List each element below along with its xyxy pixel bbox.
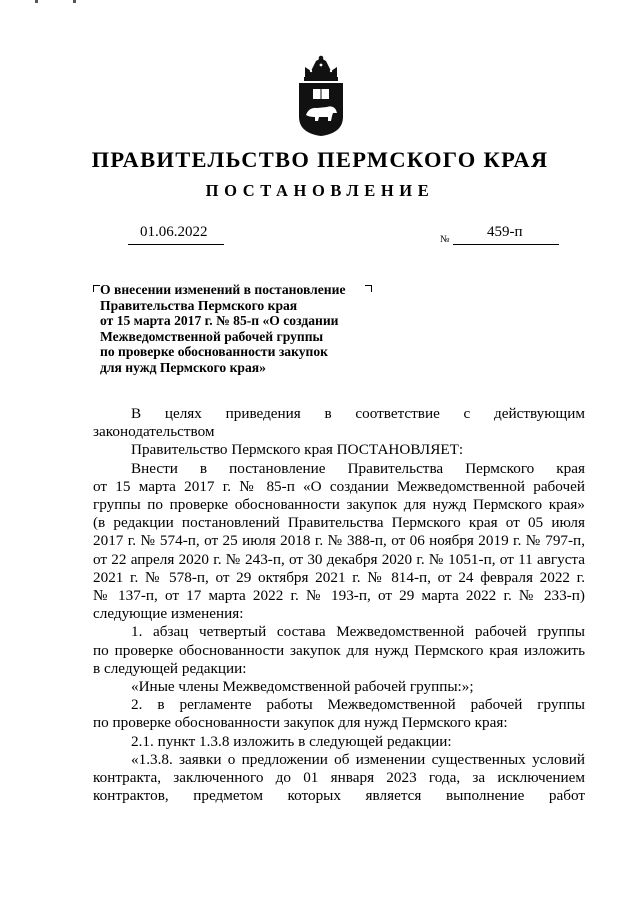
perm-krai-coat-of-arms-icon: [295, 55, 347, 137]
body-line: 2017 г. № 574-п, от 25 июля 2018 г. № 388-п, от 06 ноября 2019 г. № 797-п,: [93, 532, 585, 550]
document-number: 459-п: [487, 224, 523, 240]
body-line: от 15 марта 2017 г. № 85-п «О создании Межведомственной рабочей: [93, 477, 585, 495]
body-line: следующие изменения:: [93, 605, 244, 623]
body-line: 2.1. пункт 1.3.8 изложить в следующей редакции:: [131, 732, 452, 750]
body-line: № 137-п, от 17 марта 2022 г. № 193-п, от 29 марта 2022 г. № 233-п): [93, 587, 585, 605]
body-line: В целях приведения в соответствие с действующим: [131, 405, 585, 422]
body-line: «Иные члены Межведомственной рабочей группы:»;: [131, 678, 474, 696]
number-sign: №: [440, 234, 450, 245]
body-line: 2021 г. № 578-п, от 29 октября 2021 г. № 814-п, от 24 февраля 2022 г.: [93, 568, 585, 586]
subject-corner-mark: [93, 285, 100, 292]
body-line: группы по проверке обоснованности закупок для нужд Пермского края»: [93, 496, 585, 514]
government-title: ПРАВИТЕЛЬСТВО ПЕРМСКОГО КРАЯ: [91, 147, 549, 172]
subject-line: Межведомственной рабочей группы: [100, 328, 324, 344]
body-line: по проверке обоснованности закупок для нужд Пермского края:: [93, 714, 508, 732]
subject-line: Правительства Пермского края: [100, 297, 298, 313]
scan-mark: [73, 0, 76, 3]
body-line: по проверке обоснованности закупок для нужд Пермского края изложить: [93, 641, 585, 659]
body-line: 1. абзац четвертый состава Межведомственной рабочей группы: [131, 623, 585, 641]
body-line: в следующей редакции:: [93, 659, 247, 677]
document-subject: [100, 282, 375, 376]
subject-line: для нужд Пермского края»: [100, 359, 266, 375]
body-line: «1.3.8. заявки о предложении об изменении существенных условий: [131, 750, 585, 768]
document-date: 01.06.2022: [140, 224, 208, 240]
body-line: Правительство Пермского края ПОСТАНОВЛЯЕТ:: [131, 441, 464, 459]
document-type-title: ПОСТАНОВЛЕНИЕ: [205, 181, 435, 200]
document-body: [93, 405, 585, 805]
number-underline: [453, 244, 559, 245]
subject-line: по проверке обоснованности закупок: [100, 344, 328, 360]
body-line: от 22 апреля 2020 г. № 243-п, от 30 декабря 2020 г. № 1051-п, от 11 августа: [93, 550, 585, 568]
body-line: законодательством: [93, 423, 215, 441]
body-line: 2. в регламенте работы Межведомственной рабочей группы: [131, 696, 585, 714]
body-line: контрактов, предметом которых является выполнение работ: [93, 787, 585, 805]
body-line: Внести в постановление Правительства Пермского края: [131, 459, 585, 477]
subject-line: от 15 марта 2017 г. № 85-п «О создании: [100, 313, 339, 329]
date-underline: [128, 244, 224, 245]
subject-line: О внесении изменений в постановление: [100, 282, 346, 297]
scan-mark: [35, 0, 38, 3]
body-line: контракта, заключенного до 01 января 2023 года, за исключением: [93, 769, 585, 787]
body-line: (в редакции постановлений Правительства Пермского края от 05 июля: [93, 514, 585, 532]
